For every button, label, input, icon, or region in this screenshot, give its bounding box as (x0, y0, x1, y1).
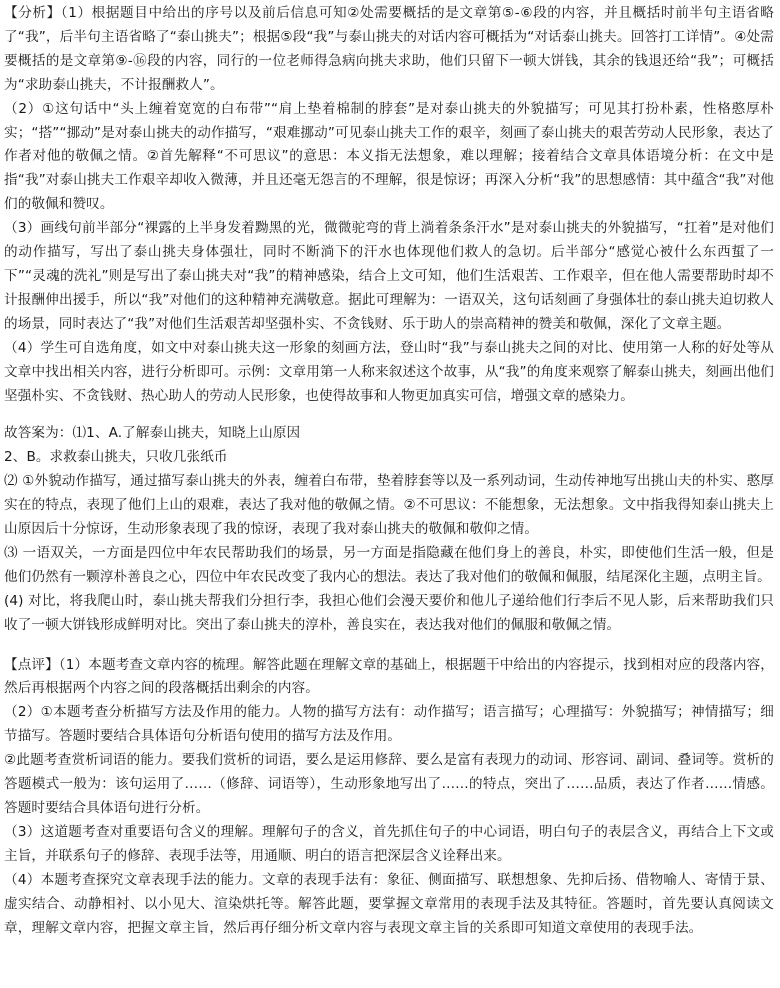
comment-paragraph-2: （2）①本题考查分析描写方法及作用的能力。人物的描写方法有：动作描写；语言描写；心理描写：外貌描写；神情描写；细节描写。答题时要结合具体语句分析语句使用的描写方法及作用。 (4, 704, 774, 745)
answer-paragraph-2: ⑵ ①外貌动作描写，通过描写泰山挑夫的外表，缠着白布带，垫着脖套等以及一系列动词，生动传神地写出挑山夫的朴实、憨厚实在的特点，表现了他们上山的艰难，表达了我对他的敬佩之情。②不可思议：不能想象，无法想象。文中指我得知泰山挑夫上山原因后十分惊讶，生动形象表现了我的惊讶，表现了我对泰山挑夫的敬佩和敬仰之情。 (4, 473, 774, 538)
section-spacer (4, 638, 774, 654)
analysis-paragraph-3: （3）画线句前半部分“裸露的上半身发着黝黑的光，微微驼弯的背上淌着条条汗水”是对泰山挑夫的外貌描写，“扛着”是对他们的动作描写，写出了泰山挑夫身体强壮，同时不断淌下的汗水也体现他们救人的急切。后半部分“感觉心被什么东西蜇了一下”“灵魂的洗礼”则是写出了泰山挑夫对“我”的精神感染，结合上文可知，他们生活艰苦、工作艰辛，但在他人需要帮助时却不计报酬伸出援手，所以“我”对他们的这种精神充满敬意。据此可理解为：一语双关，这句话刻画了身强体壮的泰山挑夫迫切救人的场景，同时表达了“我”对他们生活艰苦却坚强朴实、不贪钱财、乐于助人的崇高精神的赞美和敬佩，深化了文章主题。 (4, 220, 774, 332)
answer-section (4, 422, 774, 637)
section-spacer (4, 408, 774, 422)
analysis-paragraph-4: （4）学生可自选角度，如文中对泰山挑夫这一形象的刻画方法，登山时“我”与泰山挑夫之间的对比、使用第一人称的好处等从文章中找出相关内容，进行分析即可。示例：文章用第一人称来叙述这个故事，从“我”的角度来观察了解泰山挑夫，刻画出他们坚强朴实、不贪钱财、热心助人的劳动人民形象，也使得故事和人物更加真实可信，增强文章的感染力。 (4, 339, 774, 404)
analysis-paragraph-1: 【分析】（1）根据题目中给出的序号以及前后信息可知②处需要概括的是文章第⑤-⑥段的内容，并且概括时前半句主语省略了“我”，后半句主语省略了“泰山挑夫”；根据⑤段“我”与泰山挑夫的对话内容可概括为“对话泰山挑夫。回答打工详情”。④处需要概括的是文章第⑨-⑯段的内容，同行的一位老师得急病向挑夫求助，他们只留下一顿大饼钱，其余的钱退还给“我”；可概括为“求助泰山挑夫，不计报酬救人”。 (4, 5, 774, 93)
answer-paragraph-3: ⑶ 一语双关，一方面是四位中年农民帮助我们的场景，另一方面是指隐藏在他们身上的善良，朴实，即使他们生活一般，但是他们仍然有一颗淳朴善良之心，四位中年农民改变了我内心的想法。表达了我对他们的敬佩和佩服，结尾深化主题，点明主旨。 (4, 544, 774, 585)
comment-paragraph-3: ②此题考查赏析词语的能力。要我们赏析的词语，要么是运用修辞、要么是富有表现力的动词、形容词、副词、叠词等。赏析的答题模式一般为：该句运用了……（修辞、词语等），生动形象地写出了……的特点，突出了……品质，表达了作者……情感。答题时要结合具体语句进行分析。 (4, 752, 774, 816)
answer-paragraph-4: (4) 对比，将我爬山时，泰山挑夫帮我们分担行李，我担心他们会漫天要价和他儿子递给他们行李后不见人影，后来帮助我们只收了一顿大饼钱形成鲜明对比。突出了泰山挑夫的淳朴，善良实在，表达我对他们的佩服和敬佩之情。 (4, 592, 774, 633)
comment-paragraph-4: （3）这道题考查对重要语句含义的理解。理解句子的含义，首先抓住句子的中心词语，明白句子的表层含义，再结合上下文或主旨，并联系句子的修辞、表现手法等，用通顺、明白的语言把深层含义诠释出来。 (4, 823, 774, 864)
comment-section (4, 654, 774, 941)
answer-line-2: 2、B。求救泰山挑夫，只收几张纸币 (4, 449, 228, 466)
analysis-section (4, 2, 774, 408)
comment-paragraph-5: （4）本题考查探究文章表现手法的能力。文章的表现手法有：象征、侧面描写、联想想象、先抑后扬、借物喻人、寄情于景、虚实结合、动静相衬、以小见大、渲染烘托等。解答此题，要掌握文章常用的表现手法及其特征。答题时，首先要认真阅读文章，理解文章内容，把握文章主旨，然后再仔细分析文章内容与表现文章主旨的关系即可知道文章使用的表现手法。 (4, 871, 774, 936)
comment-paragraph-1: 【点评】（1）本题考查文章内容的梳理。解答此题在理解文章的基础上，根据题干中给出的内容提示，找到相对应的段落内容，然后再根据两个内容之间的段落概括出剩余的内容。 (4, 656, 774, 697)
analysis-paragraph-2: （2）①这句话中“头上缠着宽宽的白布带”“肩上垫着棉制的脖套”是对泰山挑夫的外貌描写；可见其打扮朴素，性格憨厚朴实；“搭”“挪动”是对泰山挑夫的动作描写，“艰难挪动”可见泰山挑夫工作的艰辛，刻画了泰山挑夫的艰苦劳动人民形象，表达了作者对他的敬佩之情。②首先解释“不可思议”的意思：本义指无法想象，难以理解；接着结合文章具体语境分析：在文中是指“我”对泰山挑夫工作艰辛却收入微薄，并且还毫无怨言的不理解，很是惊讶；再深入分析“我”的思想感情：其中蕴含“我”对他们的敬佩和赞叹。 (4, 100, 774, 213)
answer-line-1: 故答案为：⑴1、A.了解泰山挑夫，知晓上山原因 (4, 425, 301, 442)
